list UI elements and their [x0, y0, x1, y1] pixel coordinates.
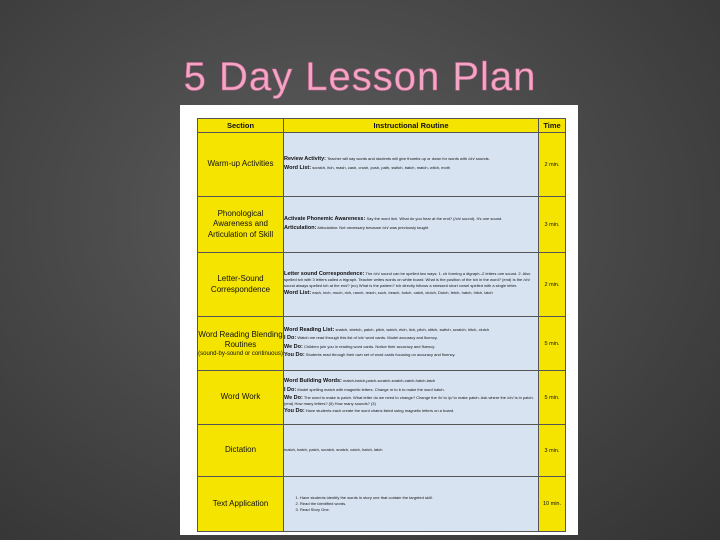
routine-text: scratch, itch, mash, cash, crush, push, path, switch, batch, match, witch, moth — [312, 164, 451, 170]
routine-cell — [284, 371, 539, 425]
section-cell: Text Application — [198, 477, 284, 532]
routine-text: snatch, stretch, patch, pitch, watch, etch, itch, pitch, stitch, switch, scratch, hitch, clutch — [335, 327, 490, 333]
routine-text: Teacher will say words and students will give thumbs up or down for words with /ch/ sounds. — [327, 156, 490, 162]
routine-text: Articulation: Not necessary because /ch/ was previously taught — [317, 224, 429, 230]
table-row — [198, 371, 566, 425]
time-cell: 3 min. — [539, 197, 566, 253]
section-note: (sound-by-sound or continuous) — [198, 350, 283, 357]
routine-label: Word List: — [284, 164, 312, 171]
routine-cell — [284, 197, 539, 253]
time-cell: 5 min. — [539, 317, 566, 371]
table-header-row — [198, 119, 566, 133]
routine-label: I Do: — [284, 335, 297, 342]
time-cell: 2 min. — [539, 133, 566, 197]
header-routine: Instructional Routine — [284, 119, 539, 133]
section-cell: Phonological Awareness and Articulation of Skill — [198, 197, 284, 253]
lesson-plan-table — [197, 118, 566, 532]
table-row — [198, 253, 566, 317]
slide-title: 5 Day Lesson Plan — [183, 55, 537, 99]
section-cell: Dictation — [198, 425, 284, 477]
section-cell: Warm-up Activities — [198, 133, 284, 197]
list-item: 1. Have students identify the words in story one that contain the targeted skill. — [300, 495, 538, 500]
routine-cell — [284, 253, 539, 317]
list-item: 3. Read Story One. — [300, 507, 538, 512]
time-cell: 3 min. — [539, 425, 566, 477]
routine-text: match-batch-patch-scratch-snatch-catch-hatch-latch — [342, 378, 436, 384]
table-row — [198, 197, 566, 253]
routine-label: Word Building Words: — [284, 378, 342, 385]
time-cell: 10 min. — [539, 477, 566, 532]
time-cell: 5 min. — [539, 371, 566, 425]
routine-text: Students read through their own set of word cards focusing on accuracy and fluency. — [305, 351, 456, 357]
routine-label: Articulation: — [284, 224, 317, 231]
table-row — [198, 477, 566, 532]
routine-text: Have students each create the word chains listed using magnetic letters on a board. — [305, 408, 455, 414]
section-title: Word Reading Blending Routines — [198, 329, 283, 349]
table-row — [198, 425, 566, 477]
table-row — [198, 133, 566, 197]
routine-cell — [284, 425, 539, 477]
routine-text: Children join you in reading word cards. Notice their accuracy and fluency. — [303, 343, 436, 349]
routine-label: Review Activity: — [284, 156, 326, 163]
routine-label: Letter sound Correspondence: — [284, 271, 365, 278]
section-cell — [198, 317, 284, 371]
routine-text: each, inch, much, rich, ranch, reach, such, beach, botch, catch, clutch, Dutch, fetch, hatch, hitch, latch — [312, 289, 493, 295]
header-section: Section — [198, 119, 284, 133]
routine-text: Watch me read through this list of /ch/ word cards. Model accuracy and fluency. — [297, 335, 438, 341]
routine-label: We Do: — [284, 343, 303, 350]
routine-cell — [284, 133, 539, 197]
dictation-words: match, batch, patch, scratch, snatch, catch, hatch, latch — [284, 446, 383, 452]
application-list — [284, 495, 538, 513]
header-time: Time — [539, 119, 566, 133]
routine-label: I Do: — [284, 386, 297, 393]
routine-label: Word Reading List: — [284, 327, 335, 334]
time-cell: 2 min. — [539, 253, 566, 317]
routine-label: Activate Phonemic Awareness: — [284, 216, 366, 223]
routine-text: Say the word itch. What do you hear at the end? (/ch/ sound). It's one sound. — [366, 216, 503, 222]
routine-text: Model spelling match with magnetic letters. Change m to b to make the word hatch. — [297, 386, 445, 392]
routine-label: We Do: — [284, 394, 303, 401]
routine-text: The word to make is patch. What letter do we need to change? Change the /h/ to /p/ to make patch. Ask where the /ch/ is in patch. (end) How many letters? (5) How many sounds? (3) — [284, 394, 534, 407]
list-item: 2. Read the identified words. — [300, 501, 538, 506]
lesson-plan-document — [180, 105, 578, 535]
routine-label: You Do: — [284, 351, 305, 358]
section-cell: Word Work — [198, 371, 284, 425]
routine-cell — [284, 477, 539, 532]
routine-label: Word List: — [284, 289, 312, 296]
table-row — [198, 317, 566, 371]
section-cell: Letter-Sound Correspondence — [198, 253, 284, 317]
routine-cell — [284, 317, 539, 371]
routine-label: You Do: — [284, 408, 305, 415]
routine-text: The /ch/ sound can be spelled two ways: 1. ch forming a digraph--2 letters one sound. 2. Also spelled tch with 3 letters called a trigraph. Teacher writes words on white board. What is the position of the tch in the word? (end) Is the /ch/ sound always spelled tch at the end? (no) What is the pattern? tch directly follows a stressed short vowel spelled with a single letter. — [284, 271, 531, 288]
